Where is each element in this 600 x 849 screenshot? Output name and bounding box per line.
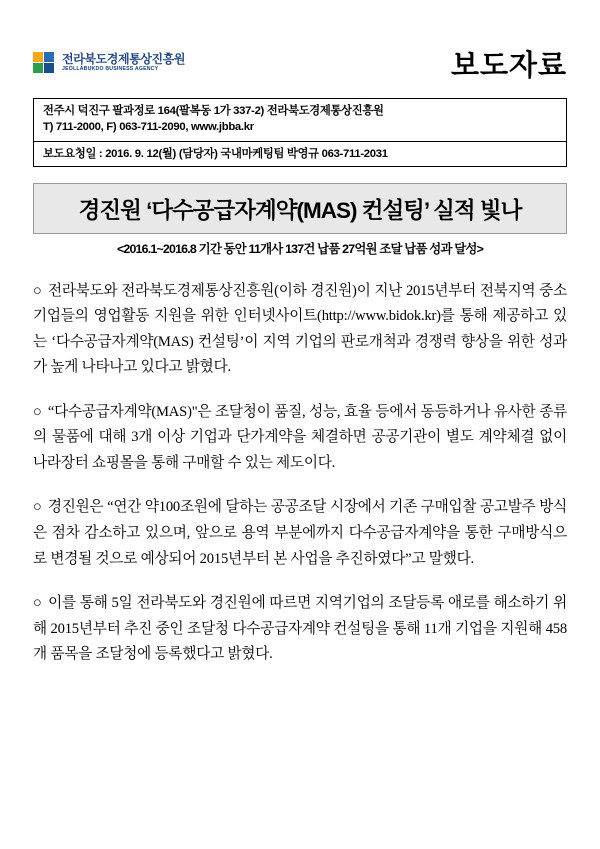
- document-header: [33, 40, 567, 86]
- headline-banner: [33, 183, 567, 234]
- subheadline-text: <2016.1~2016.8 기간 동안 11개사 137건 납품 27억원 조달 납품 성과 달성>: [116, 241, 484, 256]
- paragraph-bullet: ○: [33, 499, 42, 516]
- body-paragraph: [33, 495, 567, 572]
- paragraph-bullet: ○: [33, 403, 42, 420]
- body-paragraph: [33, 279, 567, 381]
- paragraph-bullet: ○: [33, 282, 42, 299]
- body-paragraph: [33, 591, 567, 668]
- paragraph-text: 전라북도와 전라북도경제통상진흥원(이하 경진원)이 지난 2015년부터 전북지역 중소기업들의 영업활동 지원을 위한 인터넷사이트(http://www.bidok.kr)를 통해 제공하고 있는 ‘다수공급자계약(MAS) 컨설팅’이 지역 기업의 판로개척과 경쟁력 향상을 위한 성과가 높게 나타나고 있다고 밝혔다.: [33, 282, 567, 376]
- paragraph-text: “다수공급자계약(MAS)"은 조달청이 품질, 성능, 효율 등에서 동등하거나 유사한 종류의 물품에 대해 3개 이상 기업과 단가계약을 체결하면 공공기관이 별도 계약체결 없이 나라장터 쇼핑몰을 통해 구매할 수 있는 제도이다.: [33, 403, 567, 471]
- document-body: [33, 279, 567, 668]
- paragraph-text: 이를 통해 5일 전라북도와 경진원에 따르면 지역기업의 조달등록 애로를 해소하기 위해 2015년부터 추진 중인 조달청 다수공급자계약 컨설팅을 통해 11개 기업을 지원해 458개 품목을 조달청에 등록했다고 밝혔다.: [33, 595, 567, 663]
- release-info: 보도요청일 : 2016. 9. 12(월) (담당자) 국내마케팅팀 박영규 063-711-2031: [43, 147, 388, 160]
- office-address: 전주시 덕진구 팔과정로 164(팔복동 1가 337-2) 전라북도경제통상진흥원: [43, 105, 384, 117]
- paragraph-bullet: ○: [33, 595, 43, 612]
- document-type-title: 보도자료: [450, 49, 567, 82]
- office-contact: T) 711-2000, F) 063-711-2090, www.jbba.kr: [43, 121, 254, 134]
- body-paragraph: [33, 400, 567, 477]
- headline-text: 경진원 ‘다수공급자계약(MAS) 컨설팅’ 실적 빛나: [78, 197, 522, 223]
- logo-name-korean: 전라북도경제통상진흥원: [62, 52, 186, 67]
- organization-logo: [33, 52, 185, 74]
- paragraph-text: 경진원은 “연간 약100조원에 달하는 공공조달 시장에서 기존 구매입찰 공고발주 방식은 점차 감소하고 있으며, 앞으로 용역 부분에까지 다수공급자계약을 통한 구매방식으로 변경될 것으로 예상되어 2015년부터 본 사업을 추진하였다”고 말했다.: [33, 499, 567, 567]
- logo-name-english: JEOLLABUKDO BUSINESS AGENCY: [62, 66, 159, 73]
- logo-mark-icon: [33, 52, 55, 74]
- contact-info-box: [33, 98, 567, 167]
